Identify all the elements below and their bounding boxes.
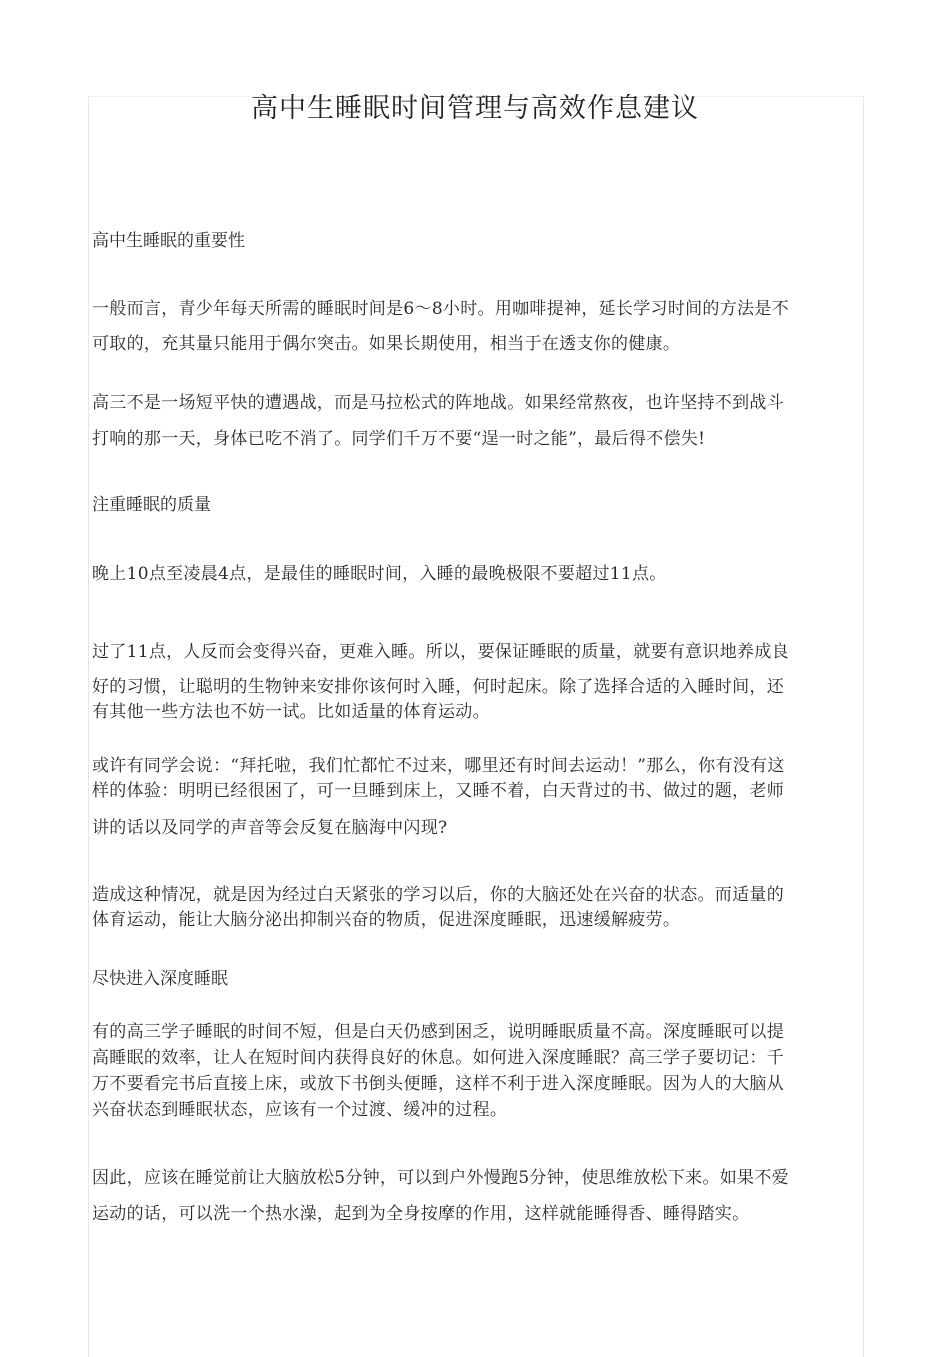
paragraph-line: 打响的那一天，身体已吃不消了。同学们千万不要“逞一时之能”，最后得不偿失! [92, 429, 706, 449]
paragraph-8 [92, 1160, 862, 1232]
paragraph-7 [92, 1019, 862, 1123]
paragraph-4 [92, 637, 862, 724]
paragraph-line: 因此，应该在睡觉前让大脑放松5分钟，可以到户外慢跑5分钟，使思维放松下来。如果不爱 [92, 1168, 789, 1188]
paragraph-line: 讲的话以及同学的声音等会反复在脑海中闪现? [92, 818, 448, 838]
document-title: 高中生睡眠时间管理与高效作息建议 [251, 93, 699, 124]
paragraph-line: 造成这种情况，就是因为经过白天紧张的学习以后，你的大脑还处在兴奋的状态。而适量的 [92, 885, 784, 905]
paragraph-3 [92, 559, 862, 589]
paragraph-line: 过了11点，人反而会变得兴奋，更难入睡。所以，要保证睡眠的质量，就要有意识地养成良 [92, 642, 789, 662]
paragraph-line: 或许有同学会说：“拜托啦，我们忙都忙不过来，哪里还有时间去运动！”那么，你有没有这 [92, 756, 785, 776]
paragraph-line: 好的习惯，让聪明的生物钟来安排你该何时入睡，何时起床。除了选择合适的入睡时间，还 [92, 677, 784, 697]
paragraph-line: 体育运动，能让大脑分泌出抑制兴奋的物质，促进深度睡眠，迅速缓解疲劳。 [92, 910, 681, 930]
paragraph-line: 晚上10点至凌晨4点，是最佳的睡眠时间，入睡的最晚极限不要超过11点。 [92, 564, 667, 584]
paragraph-2 [92, 385, 862, 457]
paragraph-line: 有的高三学子睡眠的时间不短，但是白天仍感到困乏，说明睡眠质量不高。深度睡眠可以提 [92, 1022, 784, 1042]
paragraph-line: 高睡眠的效率，让人在短时间内获得良好的休息。如何进入深度睡眠？高三学子要切记：千 [92, 1048, 784, 1068]
paragraph-6 [92, 883, 862, 933]
paragraph-line: 样的体验：明明已经很困了，可一旦睡到床上，又睡不着，白天背过的书、做过的题，老师 [92, 781, 784, 801]
paragraph-line: 可取的，充其量只能用于偶尔突击。如果长期使用，相当于在透支你的健康。 [92, 334, 681, 354]
paragraph-line: 一般而言，青少年每天所需的睡眠时间是6～8小时。用咖啡提神，延长学习时间的方法是不 [92, 299, 789, 319]
section-heading-importance: 高中生睡眠的重要性 [92, 231, 245, 251]
paragraph-line: 运动的话，可以洗一个热水澡，起到为全身按摩的作用，这样就能睡得香、睡得踏实。 [92, 1204, 750, 1224]
section-heading-quality: 注重睡眠的质量 [92, 495, 211, 515]
paragraph-5 [92, 754, 862, 841]
paragraph-line: 有其他一些方法也不妨一试。比如适量的体育运动。 [92, 702, 490, 722]
paragraph-line: 兴奋状态到睡眠状态，应该有一个过渡、缓冲的过程。 [92, 1100, 508, 1120]
paragraph-1 [92, 292, 862, 362]
paragraph-line: 万不要看完书后直接上床，或放下书倒头便睡，这样不利于进入深度睡眠。因为人的大脑从 [92, 1074, 784, 1094]
paragraph-line: 高三不是一场短平快的遭遇战，而是马拉松式的阵地战。如果经常熬夜，也许坚持不到战斗 [92, 393, 784, 413]
section-heading-deep-sleep: 尽快进入深度睡眠 [92, 969, 228, 989]
